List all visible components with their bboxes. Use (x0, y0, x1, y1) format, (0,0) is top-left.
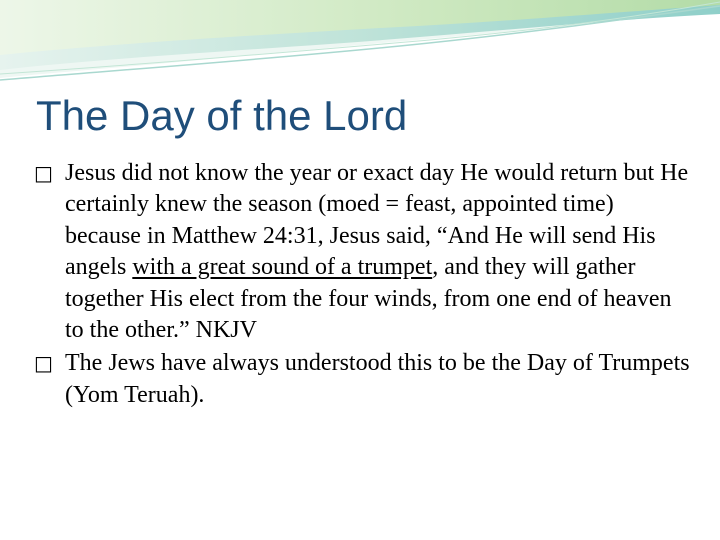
decorative-wave-header (0, 0, 720, 90)
bullet-text: , and they will gather together His elect from the four winds, from one end of heaven to the other.” NKJV (65, 254, 672, 344)
bullet-text: The Jews have always understood this to be the Day of Trumpets (Yom Teruah). (65, 350, 690, 408)
bullet-text: Jesus did not know the year or exact day He would return but He certainly knew the season (moed = feast, appointed time) because in Matthew 24:31, Jesus said, “And He will send His angels (65, 160, 689, 281)
box-bullet-icon: □ (34, 351, 53, 376)
underlined-phrase: with a great sound of a trumpet (132, 254, 433, 281)
bullet-item (34, 348, 694, 411)
bullet-item (34, 158, 694, 346)
box-bullet-icon: □ (34, 161, 53, 185)
bullet-list (34, 158, 694, 413)
slide-title: The Day of the Lord (36, 92, 408, 139)
